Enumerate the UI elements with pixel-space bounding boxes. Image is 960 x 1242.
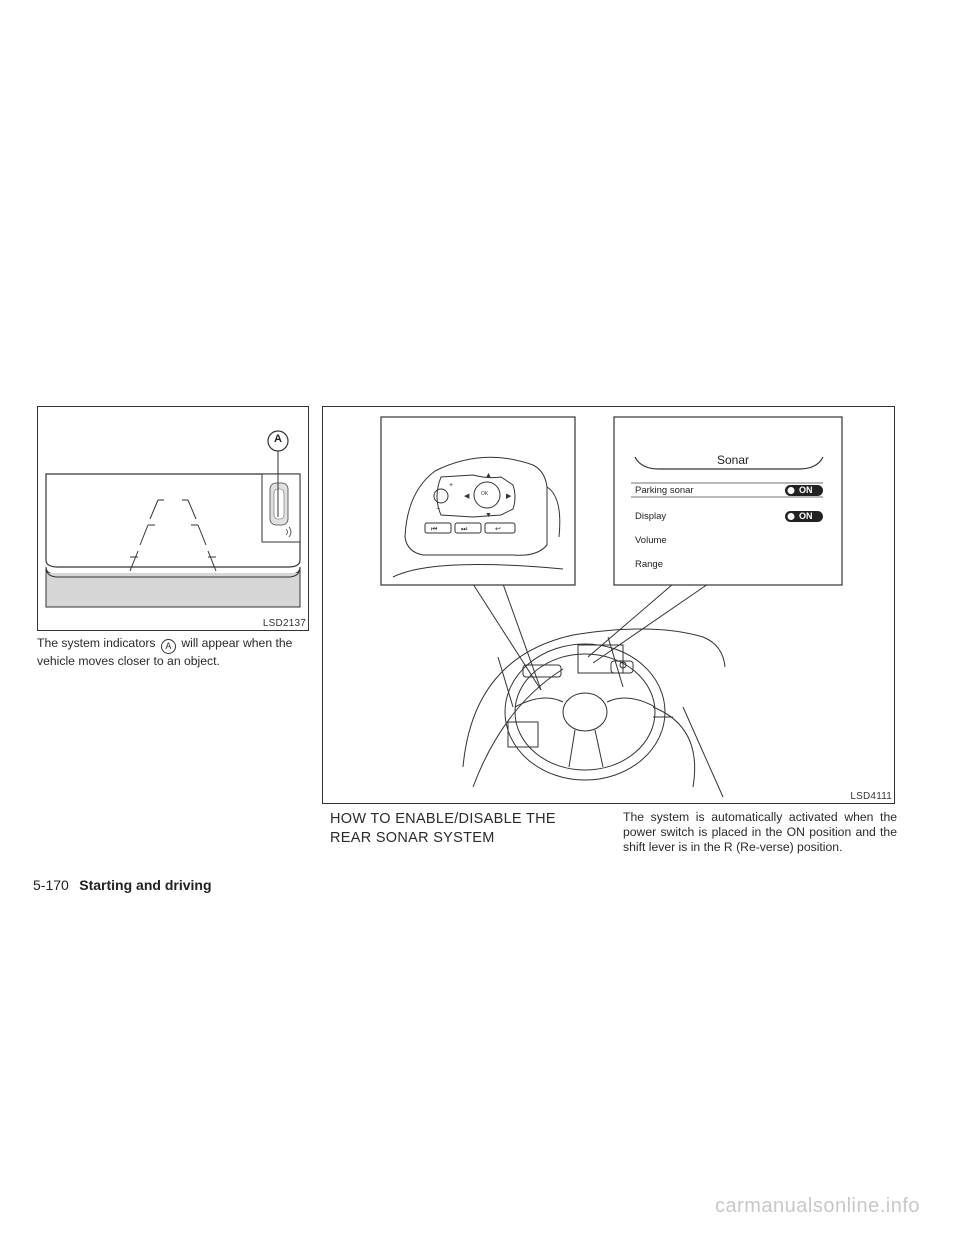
svg-text:+: + [449, 482, 454, 489]
parking-sonar-state: ON [799, 485, 813, 495]
svg-text:▶: ▶ [506, 493, 512, 500]
figure-code: LSD4111 [850, 791, 892, 802]
svg-text:⏮: ⏮ [431, 526, 438, 533]
svg-text:◀: ◀ [464, 493, 470, 500]
callout-a-inline-icon: A [161, 639, 176, 654]
sonar-menu-title: Sonar [716, 453, 750, 467]
menu-item-range: Range [635, 559, 663, 570]
menu-item-parking-sonar: Parking sonar [635, 485, 694, 496]
chapter-title: Starting and driving [79, 877, 212, 893]
display-state: ON [799, 511, 813, 521]
menu-item-volume: Volume [635, 535, 667, 546]
section-heading-line2: REAR SONAR SYSTEM [330, 830, 495, 846]
ok-button-label: OK [481, 491, 489, 497]
rear-camera-figure [37, 406, 309, 631]
left-text-before: The system indicators [37, 636, 156, 650]
callout-a-label: A [274, 433, 282, 445]
menu-item-display: Display [635, 511, 667, 522]
svg-text:▲: ▲ [485, 472, 492, 479]
left-text-after: will appear when the vehicle moves closer to an object. [37, 636, 293, 668]
steering-wheel-illustration [323, 407, 894, 803]
svg-text:⏭: ⏭ [461, 526, 468, 533]
section-body-paragraph: The system is automatically activated when the power switch is placed in the ON position and the shift lever is in the R (Re-verse) position. [623, 810, 897, 854]
left-body-paragraph [37, 636, 311, 669]
section-heading-line1: HOW TO ENABLE/DISABLE THE [330, 811, 556, 827]
section-heading [330, 810, 600, 848]
page-number: 5-170 [33, 877, 69, 893]
rear-camera-illustration [38, 407, 308, 630]
watermark: carmanualsonline.info [714, 1195, 920, 1217]
svg-text:−: − [436, 506, 441, 513]
figure-code: LSD2137 [262, 618, 306, 629]
page-footer [33, 877, 212, 895]
svg-text:▼: ▼ [485, 512, 492, 519]
sonar-settings-figure [322, 406, 895, 804]
svg-text:↩: ↩ [495, 526, 501, 533]
